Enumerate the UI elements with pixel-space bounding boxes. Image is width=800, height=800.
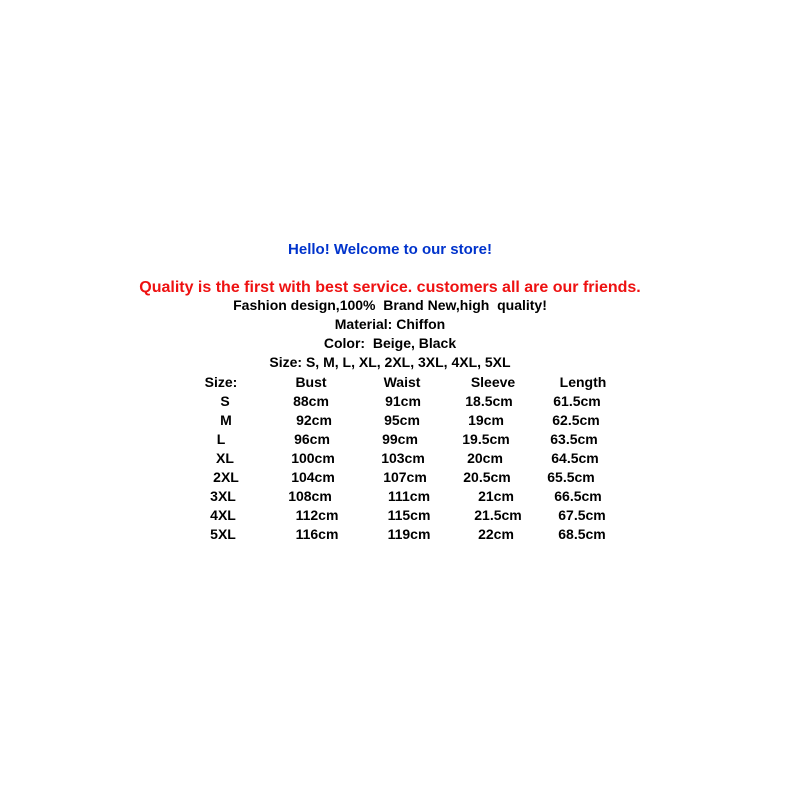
- table-cell-length: 68.5cm: [558, 526, 606, 542]
- material-line: Material: Chiffon: [334, 316, 446, 332]
- table-cell-sleeve: 19.5cm: [462, 431, 510, 447]
- table-cell-size: 3XL: [210, 488, 236, 504]
- table-cell-waist: 111cm: [387, 488, 431, 504]
- table-cell-sleeve: 21.5cm: [474, 507, 522, 523]
- table-cell-waist: 119cm: [387, 526, 431, 542]
- table-cell-bust: 116cm: [295, 526, 339, 542]
- table-cell-length: 65.5cm: [547, 469, 595, 485]
- table-cell-bust: 112cm: [295, 507, 339, 523]
- product-description: Fashion design,100% Brand New,high quality!: [233, 297, 547, 313]
- table-cell-bust: 88cm: [293, 393, 329, 409]
- table-cell-sleeve: 19cm: [468, 412, 504, 428]
- table-header-bust: Bust: [295, 374, 327, 390]
- table-cell-waist: 91cm: [385, 393, 421, 409]
- table-cell-waist: 95cm: [384, 412, 420, 428]
- table-header-waist: Waist: [383, 374, 421, 390]
- table-cell-size: 4XL: [210, 507, 236, 523]
- table-cell-size: S: [220, 393, 230, 409]
- table-cell-waist: 103cm: [381, 450, 425, 466]
- table-cell-bust: 104cm: [291, 469, 335, 485]
- color-line: Color: Beige, Black: [323, 335, 457, 351]
- table-cell-length: 62.5cm: [552, 412, 600, 428]
- table-cell-size: L: [216, 431, 226, 447]
- table-cell-sleeve: 21cm: [478, 488, 514, 504]
- quality-statement: Quality is the first with best service. customers all are our friends.: [139, 279, 641, 296]
- welcome-heading: Hello! Welcome to our store!: [288, 241, 492, 258]
- sizes-line: Size: S, M, L, XL, 2XL, 3XL, 4XL, 5XL: [269, 354, 511, 370]
- table-cell-bust: 92cm: [296, 412, 332, 428]
- table-cell-length: 61.5cm: [553, 393, 601, 409]
- table-header-length: Length: [559, 374, 607, 390]
- table-cell-size: XL: [216, 450, 234, 466]
- table-cell-length: 67.5cm: [558, 507, 606, 523]
- table-cell-sleeve: 22cm: [478, 526, 514, 542]
- table-cell-bust: 100cm: [291, 450, 335, 466]
- table-cell-length: 64.5cm: [551, 450, 599, 466]
- table-cell-sleeve: 18.5cm: [465, 393, 513, 409]
- table-cell-sleeve: 20.5cm: [463, 469, 511, 485]
- table-cell-bust: 96cm: [294, 431, 330, 447]
- table-cell-size: 2XL: [213, 469, 239, 485]
- table-cell-size: 5XL: [210, 526, 236, 542]
- table-cell-waist: 107cm: [383, 469, 427, 485]
- table-cell-sleeve: 20cm: [467, 450, 503, 466]
- table-header-size: Size:: [204, 374, 238, 390]
- table-cell-bust: 108cm: [288, 488, 332, 504]
- table-cell-length: 63.5cm: [550, 431, 598, 447]
- table-cell-waist: 99cm: [382, 431, 418, 447]
- table-cell-size: M: [220, 412, 232, 428]
- table-header-sleeve: Sleeve: [470, 374, 516, 390]
- table-cell-waist: 115cm: [387, 507, 431, 523]
- table-cell-length: 66.5cm: [554, 488, 602, 504]
